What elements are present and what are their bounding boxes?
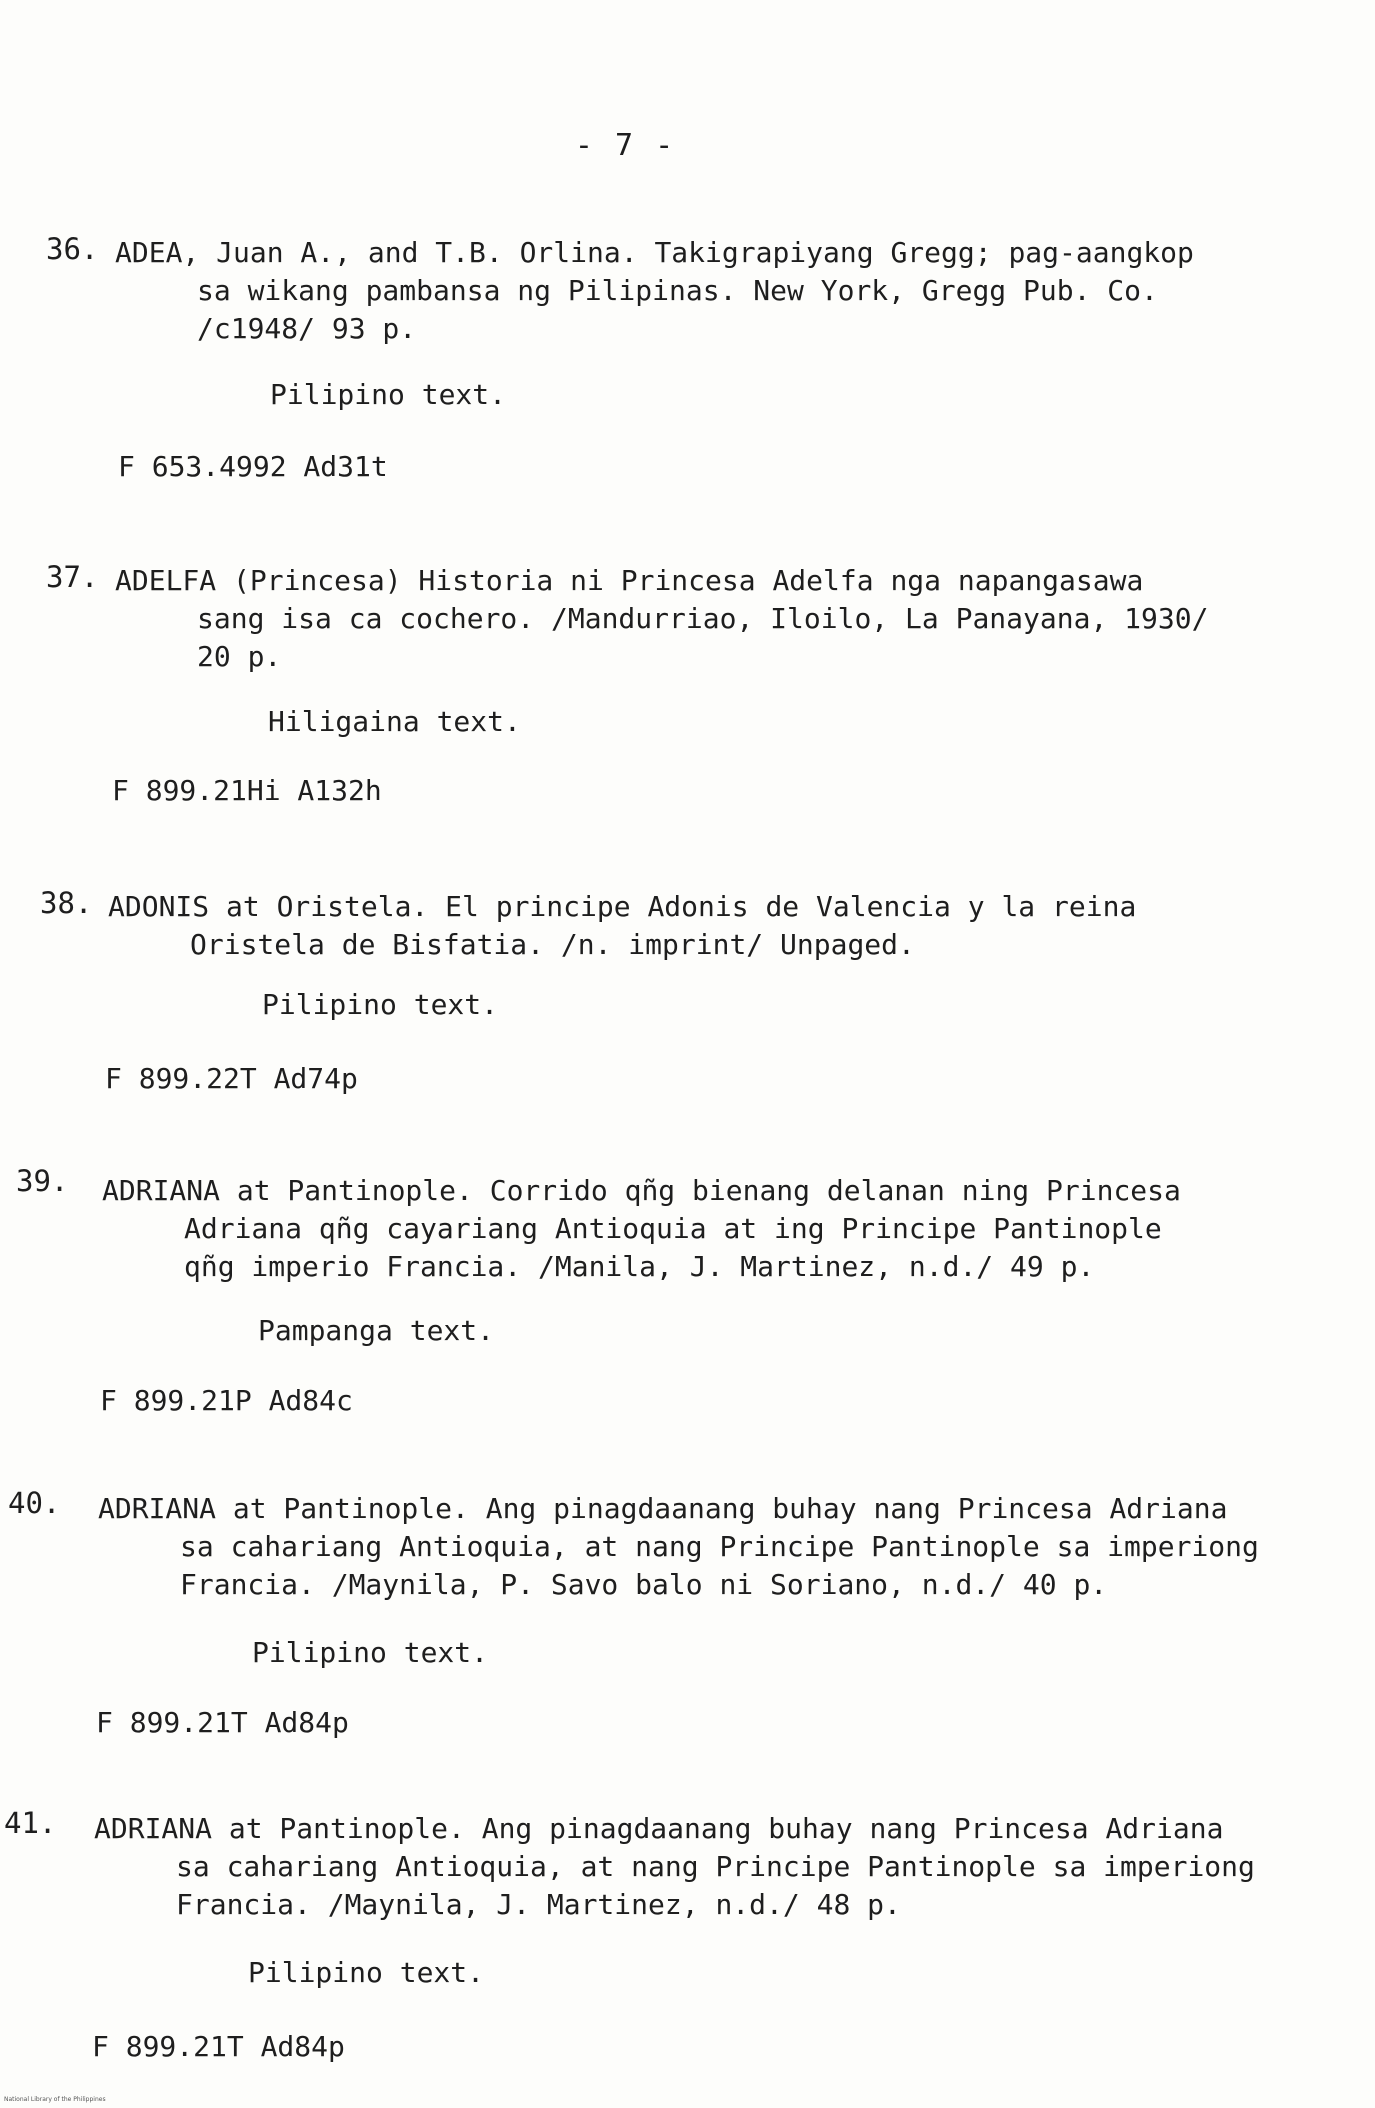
entry-number: 37. (46, 560, 99, 594)
citation-line: ADRIANA at Pantinople. Corrido qñg bienang delanan ning Princesa (102, 1174, 1181, 1207)
citation-line: qñg imperio Francia. /Manila, J. Martinez, n.d./ 49 p. (184, 1250, 1095, 1283)
entry-citation (115, 234, 1194, 348)
call-number: F 899.21Hi A132h (112, 774, 382, 807)
citation-line: sa wikang pambansa ng Pilipinas. New York, Gregg Pub. Co. (197, 274, 1158, 307)
language-note: Pilipino text. (262, 988, 499, 1021)
citation-line: /c1948/ 93 p. (197, 312, 417, 345)
call-number: F 899.21T Ad84p (92, 2030, 345, 2063)
citation-line: Francia. /Maynila, P. Savo balo ni Soriano, n.d./ 40 p. (180, 1568, 1108, 1601)
call-number: F 899.21T Ad84p (96, 1706, 349, 1739)
call-number: F 653.4992 Ad31t (118, 450, 388, 483)
page-number: - 7 - (574, 128, 676, 163)
call-number: F 899.21P Ad84c (100, 1384, 353, 1417)
citation-line: 20 p. (197, 640, 282, 673)
entry-number: 40. (8, 1486, 61, 1520)
citation-line: sa cahariang Antioquia, at nang Principe Pantinople sa imperiong (176, 1850, 1255, 1883)
entry-number: 38. (40, 886, 93, 920)
footer-text: National Library of the Philippines (4, 2096, 106, 2103)
entry-citation (108, 888, 1136, 964)
citation-line: ADEA, Juan A., and T.B. Orlina. Takigrapiyang Gregg; pag-aangkop (115, 236, 1194, 269)
entry-number: 39. (16, 1164, 69, 1198)
entry-number: 36. (46, 232, 99, 266)
language-note: Pampanga text. (258, 1314, 495, 1347)
citation-line: Oristela de Bisfatia. /n. imprint/ Unpaged. (190, 928, 915, 961)
entry-citation (115, 562, 1208, 676)
citation-line: Adriana qñg cayariang Antioquia at ing Principe Pantinople (184, 1212, 1162, 1245)
citation-line: sa cahariang Antioquia, at nang Principe Pantinople sa imperiong (180, 1530, 1259, 1563)
citation-line: Francia. /Maynila, J. Martinez, n.d./ 48 p. (176, 1888, 901, 1921)
citation-line: ADRIANA at Pantinople. Ang pinagdaanang buhay nang Princesa Adriana (94, 1812, 1224, 1845)
citation-line: ADELFA (Princesa) Historia ni Princesa Adelfa nga napangasawa (115, 564, 1144, 597)
citation-line: sang isa ca cochero. /Mandurriao, Iloilo, La Panayana, 1930/ (197, 602, 1209, 635)
language-note: Pilipino text. (248, 1956, 485, 1989)
call-number: F 899.22T Ad74p (105, 1062, 358, 1095)
entry-number: 41. (4, 1806, 57, 1840)
language-note: Pilipino text. (252, 1636, 489, 1669)
entry-citation (94, 1810, 1255, 1924)
citation-line: ADRIANA at Pantinople. Ang pinagdaanang buhay nang Princesa Adriana (98, 1492, 1228, 1525)
language-note: Pilipino text. (270, 378, 507, 411)
language-note: Hiligaina text. (268, 705, 521, 738)
entry-citation (98, 1490, 1259, 1604)
citation-line: ADONIS at Oristela. El principe Adonis de Valencia y la reina (108, 890, 1137, 923)
entry-citation (102, 1172, 1181, 1286)
